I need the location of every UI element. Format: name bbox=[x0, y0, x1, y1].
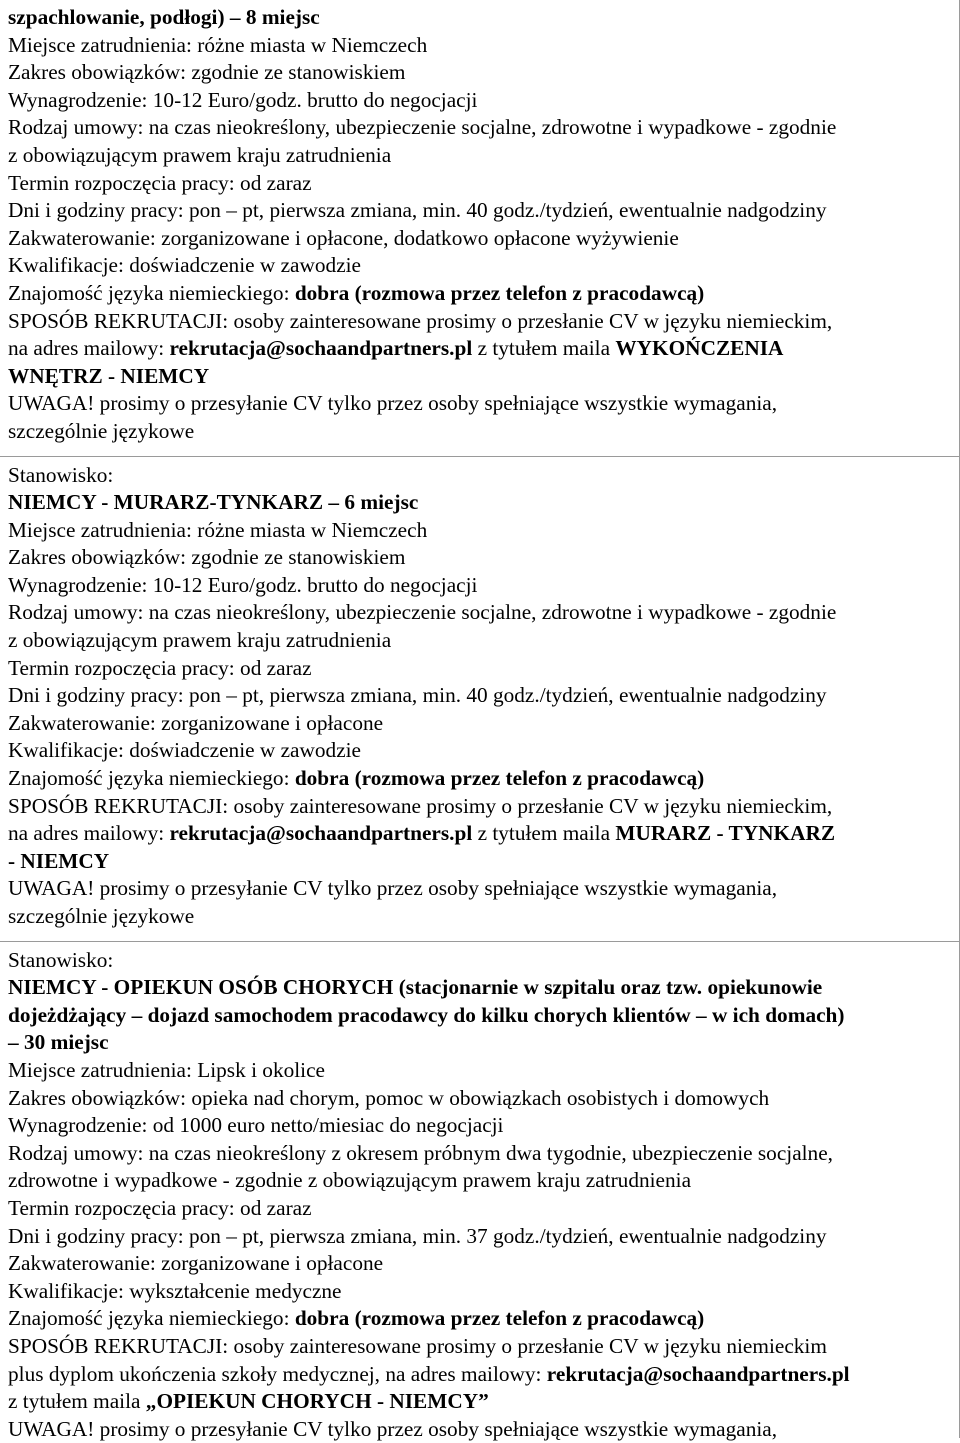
job-duties: Zakres obowiązków: zgodnie ze stanowiskiem bbox=[8, 60, 406, 85]
job-title: NIEMCY - MURARZ-TYNKARZ – 6 miejsc bbox=[8, 490, 419, 515]
document-page bbox=[8, 4, 958, 1443]
job-accommodation: Zakwaterowanie: zorganizowane i opłacone bbox=[8, 1251, 384, 1276]
job-qualifications: Kwalifikacje: wykształcenie medyczne bbox=[8, 1278, 342, 1303]
job-recruitment: SPOSÓB REKRUTACJI: osoby zainteresowane prosimy o przesłanie CV w języku niemieckim bbox=[8, 1333, 827, 1358]
job-email-line bbox=[8, 1361, 958, 1389]
job-location: Miejsce zatrudnienia: różne miasta w Niemczech bbox=[8, 32, 428, 57]
position-label: Stanowisko: bbox=[8, 947, 114, 972]
email-label: na adres mailowy: bbox=[8, 336, 170, 361]
email-link[interactable]: rekrutacja@sochaandpartners.pl bbox=[546, 1361, 850, 1386]
job-note-cont: szczególnie językowe bbox=[8, 418, 195, 443]
job-email-line bbox=[8, 335, 958, 363]
job-title-count: – 30 miejsc bbox=[8, 1030, 109, 1055]
language-level: dobra (rozmowa przez telefon z pracodawcą) bbox=[294, 766, 705, 791]
email-subject-cont: - NIEMCY bbox=[8, 848, 110, 873]
job-salary: Wynagrodzenie: 10-12 Euro/godz. brutto do negocjacji bbox=[8, 87, 478, 112]
email-link[interactable]: rekrutacja@sochaandpartners.pl bbox=[169, 821, 473, 846]
email-subject-cont: WNĘTRZ - NIEMCY bbox=[8, 363, 210, 388]
job-title: NIEMCY - OPIEKUN OSÓB CHORYCH (stacjonarnie w szpitalu oraz tzw. opiekunowie bbox=[8, 975, 823, 1000]
job-note: UWAGA! prosimy o przesyłanie CV tylko przez osoby spełniające wszystkie wymagania, bbox=[8, 876, 778, 901]
language-level: dobra (rozmowa przez telefon z pracodawcą) bbox=[294, 1306, 705, 1331]
job-contract: Rodzaj umowy: na czas nieokreślony, ubezpieczenie socjalne, zdrowotne i wypadkowe - zgodnie bbox=[8, 115, 837, 140]
language-label: Znajomość języka niemieckiego: bbox=[8, 280, 295, 305]
job-section-opiekun bbox=[8, 947, 958, 1443]
email-subject: „OPIEKUN CHORYCH - NIEMCY” bbox=[145, 1389, 489, 1414]
job-salary: Wynagrodzenie: 10-12 Euro/godz. brutto do negocjacji bbox=[8, 572, 478, 597]
job-language bbox=[8, 765, 958, 793]
subject-label: z tytułem maila bbox=[472, 336, 616, 361]
job-section-wykonczenia bbox=[8, 4, 958, 446]
job-contract: Rodzaj umowy: na czas nieokreślony, ubezpieczenie socjalne, zdrowotne i wypadkowe - zgodnie bbox=[8, 600, 837, 625]
subject-label: z tytułem maila bbox=[472, 821, 616, 846]
job-section-murarz bbox=[8, 462, 958, 931]
job-start: Termin rozpoczęcia pracy: od zaraz bbox=[8, 170, 312, 195]
job-note: UWAGA! prosimy o przesyłanie CV tylko przez osoby spełniające wszystkie wymagania, bbox=[8, 391, 778, 416]
job-note: UWAGA! prosimy o przesyłanie CV tylko przez osoby spełniające wszystkie wymagania, bbox=[8, 1416, 778, 1441]
job-recruitment: SPOSÓB REKRUTACJI: osoby zainteresowane prosimy o przesłanie CV w języku niemieckim, bbox=[8, 308, 833, 333]
job-title: szpachlowanie, podłogi) – 8 miejsc bbox=[8, 5, 320, 29]
job-location: Miejsce zatrudnienia: Lipsk i okolice bbox=[8, 1057, 325, 1082]
job-start: Termin rozpoczęcia pracy: od zaraz bbox=[8, 655, 312, 680]
job-hours: Dni i godziny pracy: pon – pt, pierwsza zmiana, min. 40 godz./tydzień, ewentualnie nadgodziny bbox=[8, 198, 827, 223]
email-label: na adres mailowy: bbox=[8, 821, 170, 846]
job-contract: Rodzaj umowy: na czas nieokreślony z okresem próbnym dwa tygodnie, ubezpieczenie socjalne, bbox=[8, 1140, 833, 1165]
job-hours: Dni i godziny pracy: pon – pt, pierwsza zmiana, min. 40 godz./tydzień, ewentualnie nadgodziny bbox=[8, 683, 827, 708]
job-subject-line bbox=[8, 1388, 958, 1416]
job-note-cont: szczególnie językowe bbox=[8, 904, 195, 928]
job-recruitment: SPOSÓB REKRUTACJI: osoby zainteresowane prosimy o przesłanie CV w języku niemieckim, bbox=[8, 793, 833, 818]
job-start: Termin rozpoczęcia pracy: od zaraz bbox=[8, 1195, 312, 1220]
job-title-cont: dojeżdżający – dojazd samochodem pracodawcy do kilku chorych klientów – w ich domach) bbox=[8, 1002, 845, 1027]
section-divider bbox=[0, 941, 960, 942]
job-contract-cont: z obowiązującym prawem kraju zatrudnienia bbox=[8, 142, 392, 167]
job-location: Miejsce zatrudnienia: różne miasta w Niemczech bbox=[8, 517, 428, 542]
job-hours: Dni i godziny pracy: pon – pt, pierwsza zmiana, min. 37 godz./tydzień, ewentualnie nadgodziny bbox=[8, 1223, 827, 1248]
job-duties: Zakres obowiązków: opieka nad chorym, pomoc w obowiązkach osobistych i domowych bbox=[8, 1085, 770, 1110]
language-level: dobra (rozmowa przez telefon z pracodawcą) bbox=[294, 280, 705, 305]
job-accommodation: Zakwaterowanie: zorganizowane i opłacone bbox=[8, 710, 384, 735]
subject-label: z tytułem maila bbox=[8, 1389, 146, 1414]
job-language bbox=[8, 280, 958, 308]
job-duties: Zakres obowiązków: zgodnie ze stanowiskiem bbox=[8, 545, 406, 570]
job-accommodation: Zakwaterowanie: zorganizowane i opłacone, dodatkowo opłacone wyżywienie bbox=[8, 225, 679, 250]
job-email-line bbox=[8, 820, 958, 848]
email-link[interactable]: rekrutacja@sochaandpartners.pl bbox=[169, 336, 473, 361]
diploma-label: plus dyplom ukończenia szkoły medycznej, na adres mailowy: bbox=[8, 1361, 547, 1386]
language-label: Znajomość języka niemieckiego: bbox=[8, 1306, 295, 1331]
job-qualifications: Kwalifikacje: doświadczenie w zawodzie bbox=[8, 253, 362, 278]
job-contract-cont: z obowiązującym prawem kraju zatrudnienia bbox=[8, 628, 392, 653]
position-label: Stanowisko: bbox=[8, 462, 114, 487]
language-label: Znajomość języka niemieckiego: bbox=[8, 766, 295, 791]
job-salary: Wynagrodzenie: od 1000 euro netto/miesiac do negocjacji bbox=[8, 1113, 504, 1138]
job-qualifications: Kwalifikacje: doświadczenie w zawodzie bbox=[8, 738, 362, 763]
job-contract-cont: zdrowotne i wypadkowe - zgodnie z obowiązującym prawem kraju zatrudnienia bbox=[8, 1168, 692, 1193]
email-subject: WYKOŃCZENIA bbox=[615, 336, 784, 361]
section-divider bbox=[0, 456, 960, 457]
email-subject: MURARZ - TYNKARZ bbox=[615, 821, 836, 846]
job-language bbox=[8, 1305, 958, 1333]
